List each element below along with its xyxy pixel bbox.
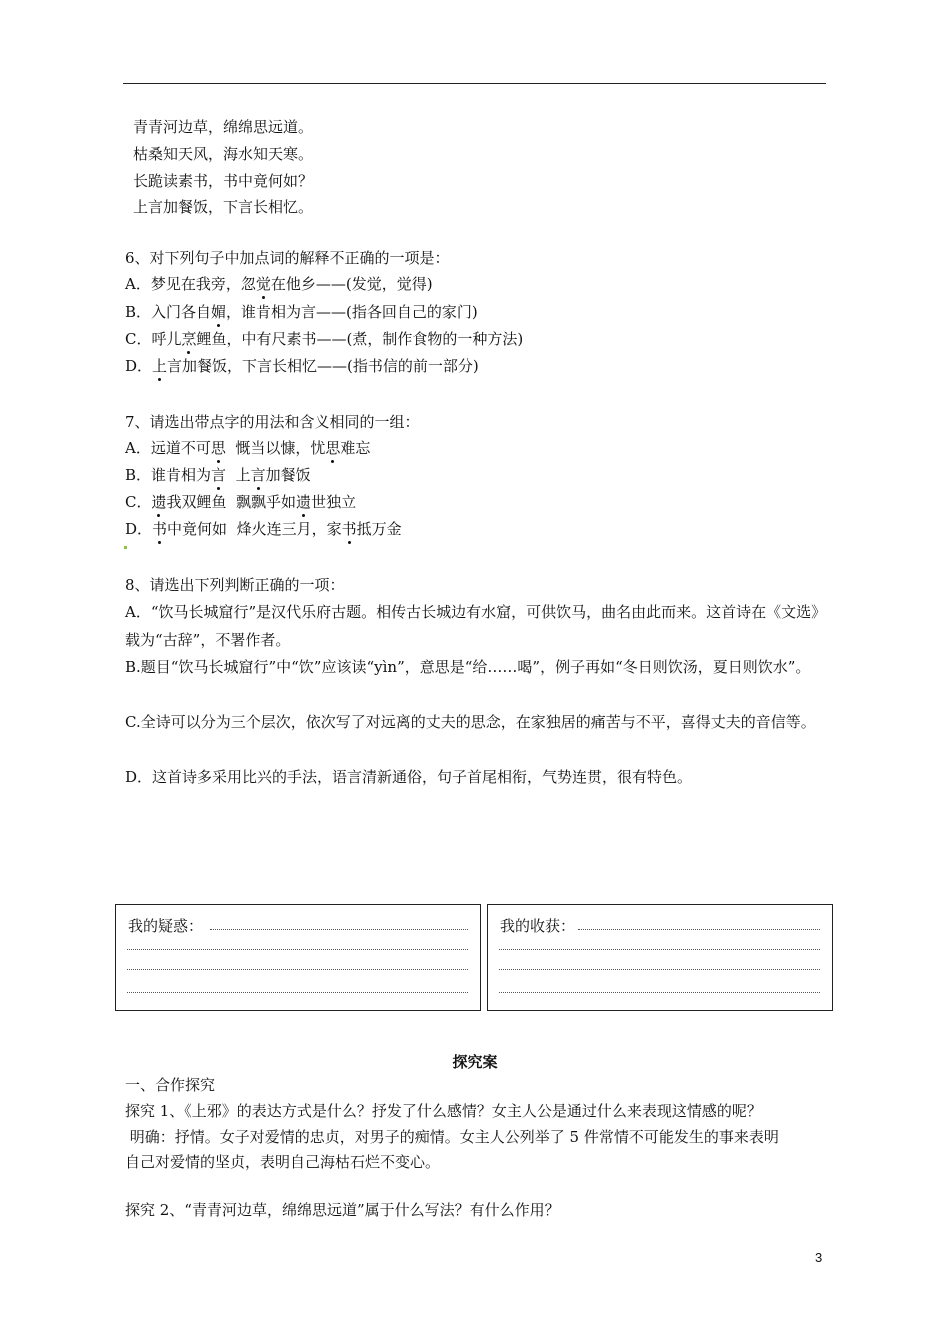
gains-line-4: [499, 992, 820, 993]
inquiry-section: 一、合作探究: [125, 1076, 216, 1094]
gains-box[interactable]: [487, 904, 833, 1011]
doubts-box[interactable]: [115, 904, 481, 1011]
doubts-label: 我的疑惑：: [128, 917, 204, 935]
gains-line-1: [578, 929, 820, 930]
q7-option-c: C．遗我双鲤鱼 飘飘乎如遗世独立: [125, 493, 357, 511]
inquiry-q1: 探究 1、《上邪》的表达方式是什么？抒发了什么感情？女主人公是通过什么来表现这情感的呢？: [125, 1102, 762, 1120]
q8-option-d: D．这首诗多采用比兴的手法，语言清新通俗，句子首尾相衔，气势连贯，很有特色。: [125, 768, 693, 786]
gains-line-3: [499, 969, 820, 970]
poem-line-2: 枯桑知天风，海水知天寒。: [133, 145, 314, 163]
q6-option-a: A．梦见在我旁，忽觉在他乡——(发觉，觉得): [125, 275, 433, 293]
q8-option-a: A．“饮马长城窟行”是汉代乐府古题。相传古长城边有水窟，可供饮马，曲名由此而来。这首诗在《文选》载为“古辞”，不署作者。: [125, 603, 827, 649]
q8-option-c: C.全诗可以分为三个层次，依次写了对远离的丈夫的思念，在家独居的痛苦与不平，喜得丈夫的音信等。: [125, 713, 816, 731]
poem-line-4: 上言加餐饭，下言长相忆。: [133, 198, 314, 216]
q7-option-a: A．远道不可思 慨当以慷，忧思难忘: [125, 439, 371, 457]
inquiry-q2: 探究 2、“青青河边草，绵绵思远道”属于什么写法？有什么作用？: [125, 1201, 560, 1219]
q6-option-d: D．上言加餐饭，下言长相忆——(指书信的前一部分): [125, 357, 479, 375]
header-rule: [123, 83, 826, 84]
poem-line-3: 长跪读素书，书中竟何如？: [133, 172, 314, 190]
inquiry-a1-line1: 明确：抒情。女子对爱情的忠贞，对男子的痴情。女主人公列举了 5 件常情不可能发生的事来表明: [125, 1128, 779, 1146]
q8-option-b: B.题目“饮马长城窟行”中“饮”应该读“yìn”，意思是“给……喝”，例子再如“冬日则饮汤，夏日则饮水”。: [125, 658, 811, 676]
poem-line-1: 青青河边草，绵绵思远道。: [133, 118, 314, 136]
q6-stem: 6、对下列句子中加点词的解释不正确的一项是：: [125, 249, 450, 267]
stray-mark: [124, 546, 127, 549]
inquiry-a1-line2: 自己对爱情的坚贞，表明自己海枯石烂不变心。: [125, 1153, 441, 1171]
doubts-line-1: [210, 929, 468, 930]
q7-stem: 7、请选出带点字的用法和含义相同的一组：: [125, 413, 420, 431]
inquiry-title: 探究案: [452, 1053, 498, 1071]
page-number: 3: [815, 1250, 823, 1265]
q6-option-b: B．入门各自媚，谁肯相为言——(指各回自己的家门): [125, 303, 478, 321]
q7-option-b: B．谁肯相为言 上言加餐饭: [125, 466, 311, 484]
doubts-line-3: [127, 969, 468, 970]
q7-option-d: D．书中竟何如 烽火连三月，家书抵万金: [125, 520, 402, 538]
gains-label: 我的收获：: [500, 917, 576, 935]
q6-option-c: C．呼儿烹鲤鱼，中有尺素书——(煮，制作食物的一种方法): [125, 330, 524, 348]
doubts-line-4: [127, 992, 468, 993]
q8-stem: 8、请选出下列判断正确的一项：: [125, 576, 345, 594]
gains-line-2: [499, 949, 820, 950]
doubts-line-2: [127, 949, 468, 950]
